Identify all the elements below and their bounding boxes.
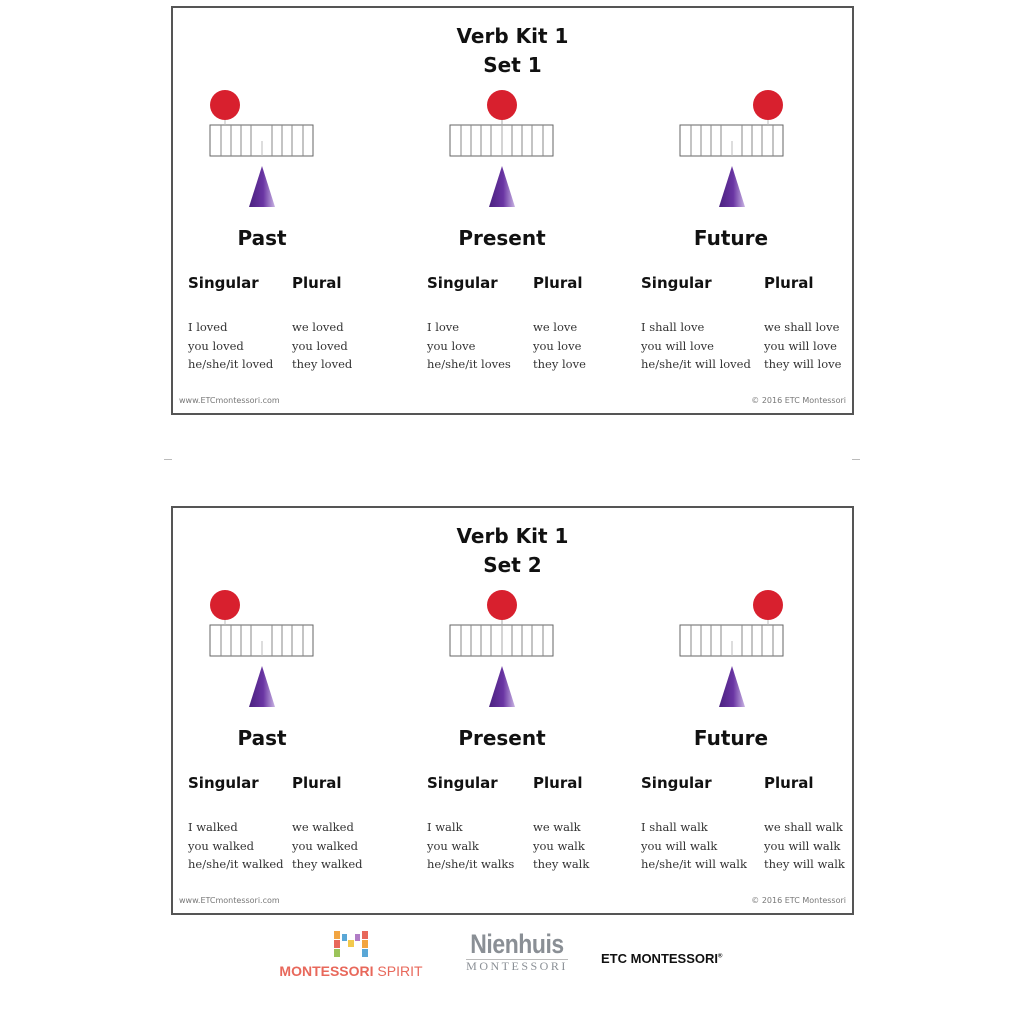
brand-logos (0, 925, 1024, 985)
red-circle (753, 90, 783, 120)
plural-heading: Plural (533, 274, 583, 292)
plural-heading: Plural (292, 274, 342, 292)
singular-heading: Singular (427, 274, 498, 292)
purple-triangle (489, 166, 515, 207)
red-circle (487, 90, 517, 120)
conjugation-line: they walk (533, 857, 590, 871)
conjugation-line: he/she/it walked (188, 857, 284, 871)
tense-past (173, 8, 403, 413)
red-circle (210, 590, 240, 620)
conjugation-line: I loved (188, 320, 228, 334)
etc-montessori-logo (601, 951, 722, 966)
present-timeline-diagram (413, 8, 643, 228)
conjugation-line: they love (533, 357, 586, 371)
conjugation-line: we walk (533, 820, 581, 834)
singular-forms (188, 818, 284, 874)
montessori-spirit-wordmark (263, 963, 439, 979)
purple-triangle (249, 166, 275, 207)
tense-future (628, 508, 858, 913)
singular-heading: Singular (641, 274, 712, 292)
purple-triangle (249, 666, 275, 707)
red-circle (210, 90, 240, 120)
plural-forms (292, 318, 352, 374)
conjugation-line: you walked (188, 838, 254, 853)
conjugation-line: we shall love (764, 320, 840, 334)
singular-heading: Singular (188, 774, 259, 792)
wordmark-light: SPIRIT (373, 963, 423, 979)
nienhuis-logo (462, 929, 572, 979)
wordmark-bold: MONTESSORI (279, 963, 374, 979)
conjugation-line: you will love (764, 338, 837, 353)
singular-forms (427, 318, 511, 374)
conjugation-line: he/she/it walks (427, 857, 515, 871)
tense-label-past: Past (237, 726, 287, 750)
cut-mark-left (164, 459, 172, 460)
conjugation-line: you loved (188, 338, 244, 353)
conjugation-line: you will walk (764, 838, 841, 853)
conjugation-line: you loved (292, 338, 348, 353)
conjugation-line: he/she/it loved (188, 357, 274, 371)
tense-label-future: Future (693, 726, 769, 750)
card-title-line-2: Set 1 (483, 53, 542, 77)
conjugation-line: we loved (292, 320, 344, 334)
conjugation-line: you will walk (641, 838, 718, 853)
plural-forms (533, 818, 589, 874)
past-timeline-diagram (173, 508, 403, 728)
cut-mark-right (852, 459, 860, 460)
singular-forms (427, 818, 514, 874)
plural-heading: Plural (292, 774, 342, 792)
tense-label-present: Present (458, 226, 546, 250)
verb-kit-card-set-1 (171, 6, 854, 415)
singular-forms (188, 318, 273, 374)
conjugation-line: I walked (188, 820, 238, 834)
card-title-line-2: Set 2 (483, 553, 542, 577)
conjugation-line: you love (427, 338, 476, 353)
tense-past (173, 508, 403, 913)
montessori-spirit-logo (263, 931, 439, 981)
timeline-bar (210, 125, 313, 156)
conjugation-line: you love (533, 338, 582, 353)
tense-present (413, 8, 643, 413)
singular-forms (641, 818, 747, 874)
conjugation-line: we walked (292, 820, 354, 834)
conjugation-line: he/she/it will walk (641, 857, 747, 871)
singular-heading: Singular (427, 774, 498, 792)
conjugation-line: we love (533, 320, 578, 334)
conjugation-line: I walk (427, 820, 463, 834)
singular-heading: Singular (641, 774, 712, 792)
verb-kit-card-set-2 (171, 506, 854, 915)
timeline-bar (450, 620, 553, 656)
tense-present (413, 508, 643, 913)
conjugation-line: they loved (292, 357, 353, 371)
future-timeline-diagram (628, 508, 858, 728)
card-title-line-1: Verb Kit 1 (456, 524, 569, 548)
conjugation-line: they walked (292, 857, 363, 871)
conjugation-line: he/she/it will loved (641, 357, 751, 371)
footer-url: www.ETCmontessori.com (179, 896, 280, 905)
plural-heading: Plural (764, 274, 814, 292)
footer-url: www.ETCmontessori.com (179, 396, 280, 405)
timeline-bar (680, 625, 783, 656)
conjugation-line: they will walk (764, 857, 845, 871)
card-title-line-1: Verb Kit 1 (456, 24, 569, 48)
red-circle (487, 590, 517, 620)
plural-heading: Plural (764, 774, 814, 792)
singular-heading: Singular (188, 274, 259, 292)
nienhuis-subtitle: MONTESSORI (466, 959, 568, 973)
conjugation-line: I shall walk (641, 820, 708, 834)
footer-copyright: © 2016 ETC Montessori (751, 396, 846, 405)
tense-label-future: Future (693, 226, 769, 250)
timeline-bar (450, 120, 553, 156)
present-timeline-diagram (413, 508, 643, 728)
singular-forms (641, 318, 751, 374)
conjugation-line: I love (427, 320, 460, 334)
purple-triangle (719, 166, 745, 207)
plural-forms (533, 318, 586, 374)
conjugation-line: I shall love (641, 320, 705, 334)
purple-triangle (489, 666, 515, 707)
past-timeline-diagram (173, 8, 403, 228)
conjugation-line: you walked (292, 838, 358, 853)
plural-forms (764, 818, 845, 874)
tense-future (628, 8, 858, 413)
plural-forms (764, 318, 841, 374)
timeline-bar (210, 625, 313, 656)
conjugation-line: you walk (533, 838, 585, 853)
nienhuis-wordmark: Nienhuis (470, 929, 564, 959)
footer-copyright: © 2016 ETC Montessori (751, 896, 846, 905)
future-timeline-diagram (628, 8, 858, 228)
plural-heading: Plural (533, 774, 583, 792)
timeline-bar (680, 125, 783, 156)
conjugation-line: they will love (764, 357, 842, 371)
registered-mark-icon: ® (718, 953, 723, 960)
etc-wordmark: ETC MONTESSORI (601, 951, 719, 966)
plural-forms (292, 818, 363, 874)
conjugation-line: you walk (427, 838, 479, 853)
conjugation-line: you will love (641, 338, 714, 353)
montessori-spirit-m-icon (334, 931, 368, 957)
tense-label-past: Past (237, 226, 287, 250)
conjugation-line: he/she/it loves (427, 357, 511, 371)
red-circle (753, 590, 783, 620)
purple-triangle (719, 666, 745, 707)
conjugation-line: we shall walk (764, 820, 843, 834)
tense-label-present: Present (458, 726, 546, 750)
